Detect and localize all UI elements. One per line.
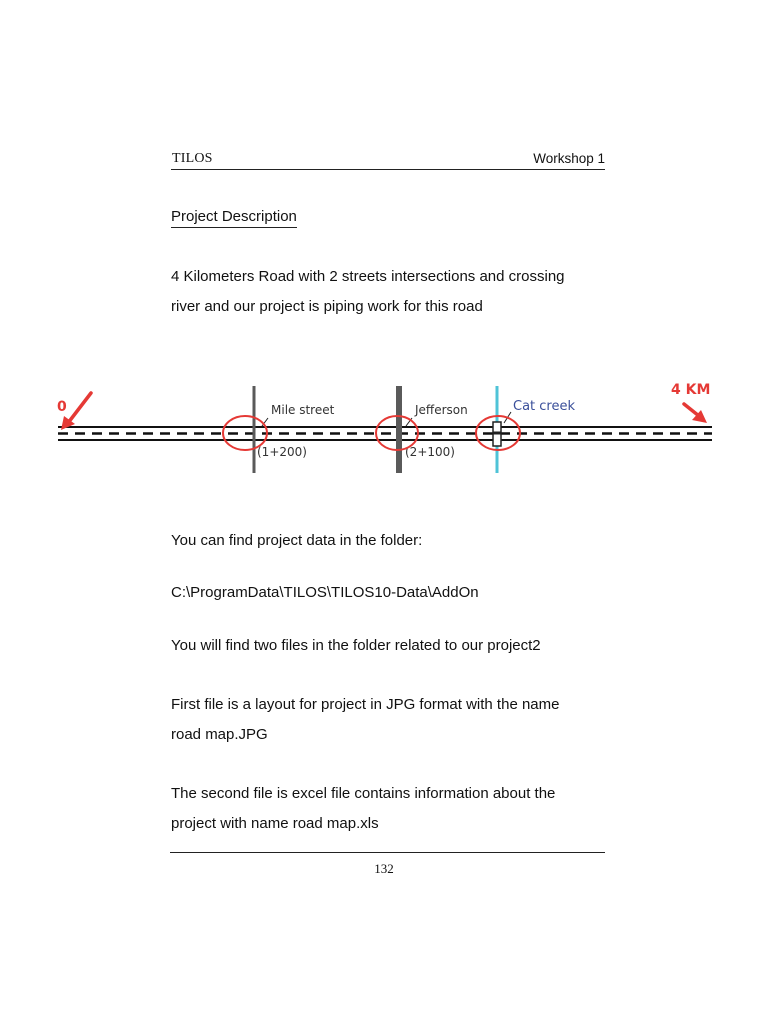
intro-line-2: river and our project is piping work for this road — [171, 298, 483, 315]
intro-line-1: 4 Kilometers Road with 2 streets intersections and crossing — [171, 268, 565, 285]
footer-rule — [170, 852, 605, 853]
second-file-paragraph — [171, 779, 611, 839]
header-left-title: TILOS — [172, 151, 213, 166]
end-arrow-shaft — [684, 404, 699, 416]
mile-street-station: (1+200) — [257, 445, 307, 459]
second-file-line-2: project with name road map.xls — [171, 815, 379, 832]
cat-creek-label: Cat creek — [513, 399, 576, 414]
folder-path-paragraph: C:\ProgramData\TILOS\TILOS10-Data\AddOn — [171, 584, 479, 601]
road-diagram — [0, 378, 768, 478]
second-file-line-1: The second file is excel file contains information about the — [171, 785, 556, 802]
jefferson-station: (2+100) — [405, 445, 455, 459]
folder-intro-paragraph: You can find project data in the folder: — [171, 532, 423, 549]
jefferson-label: Jefferson — [415, 403, 468, 417]
section-title: Project Description — [171, 208, 297, 228]
intro-paragraph — [171, 262, 611, 322]
page-number: 132 — [374, 861, 394, 876]
first-file-line-1: First file is a layout for project in JPG format with the name — [171, 696, 560, 713]
files-paragraph: You will find two files in the folder related to our project2 — [171, 637, 541, 654]
first-file-line-2: road map.JPG — [171, 726, 268, 743]
header-right-title: Workshop 1 — [533, 151, 605, 166]
start-label: 0 — [57, 399, 67, 415]
first-file-paragraph — [171, 690, 611, 750]
mile-street-label: Mile street — [271, 403, 335, 417]
start-arrow-shaft — [68, 393, 91, 423]
page-header — [171, 151, 605, 170]
end-label: 4 KM — [671, 382, 711, 398]
